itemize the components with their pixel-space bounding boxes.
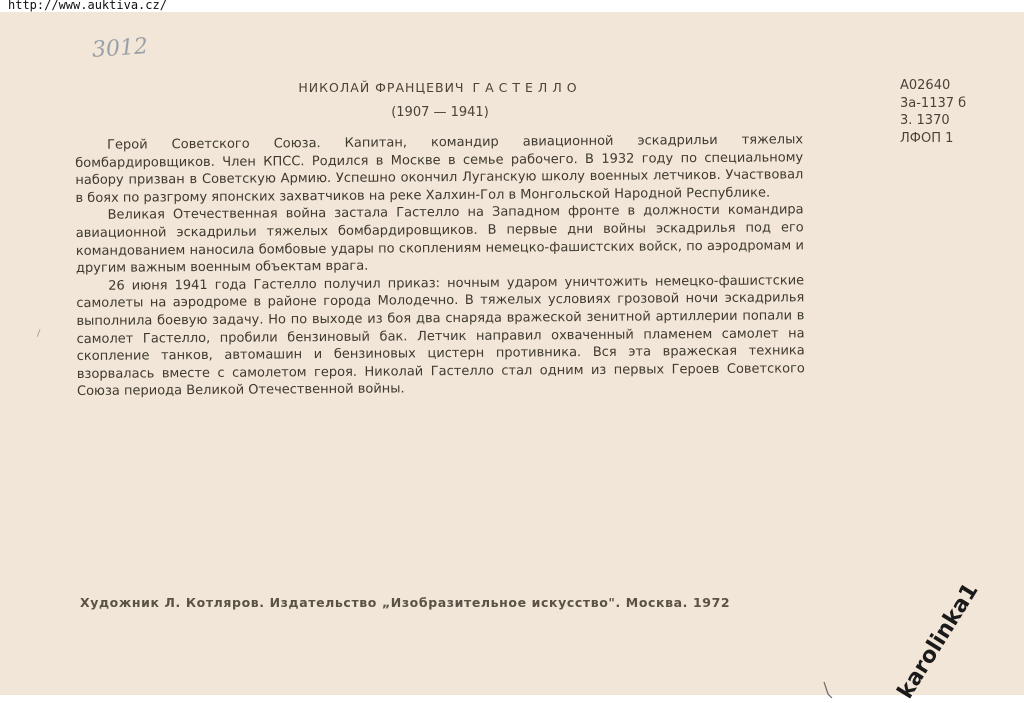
publisher-footer: Художник Л. Котляров. Издательство „Изобразительное искусство". Москва. 1972 (80, 595, 731, 610)
print-code: 3а-1137 б (900, 95, 967, 111)
watermark-text: karolinka1 (893, 578, 984, 703)
biography-paragraph: Герой Советского Союза. Капитан, командир авиационной эскадрильи тяжелых бомбардировщиков. Член КПСС. Родился в Москве в семье рабочего. В 1932 году по специальному набору призван в Советскую Армию. Успешно окончил Луганскую школу военных летчиков. Участвовал в боях по разгрому японских захватчиков на реке Халхин-Гол в Монгольской Народной Республике. (75, 132, 804, 206)
life-years: (1907 — 1941) (391, 105, 489, 120)
biography-text (75, 131, 805, 401)
print-codes (900, 77, 966, 147)
biography-paragraph: Великая Отечественная война застала Гастелло на Западном фронте в должности командира авиационной эскадрильи тяжелых бомбардировщиков. В первые дни войны эскадрилья под его командованием наносила бомбовые удары по скоплениям немецко-фашистских войск, по аэродромам и другим важным военным объектам врага. (75, 202, 804, 277)
hero-surname: ГАСТЕЛЛО (472, 80, 582, 95)
hero-name-title (200, 80, 680, 95)
pen-stroke-mark (820, 680, 840, 700)
biography-paragraph: 26 июня 1941 года Гастелло получил приказ: ночным ударом уничтожить немецко-фашистские самолеты на аэродроме в районе города Молодечно. В тяжелых условиях грозовой ночи эскадрилья выполнила боевую задачу. Но по выходе из боя два снаряда вражеской зенитной артиллерии попали в самолет Гастелло, пробили бензиновый бак. Летчик направил охваченный пламенем самолет на скопление танков, автомашин и бензиновых цистерн противника. Вся эта вражеская техника взорвалась вместе с самолетом героя. Николай Гастелло стал одним из первых Героев Советского Союза периода Великой Отечественной войны. (76, 273, 805, 400)
print-code: 3. 1370 (900, 113, 950, 128)
source-url-link[interactable]: http://www.auktiva.cz/ (8, 0, 167, 12)
print-code: А02640 (900, 78, 951, 93)
hero-name-plain: НИКОЛАЙ ФРАНЦЕВИЧ (298, 80, 465, 95)
paper-mark (37, 329, 46, 339)
handwritten-note: 3012 (91, 34, 149, 63)
print-code: ЛФОП 1 (900, 130, 954, 146)
postcard-back (0, 12, 1024, 695)
